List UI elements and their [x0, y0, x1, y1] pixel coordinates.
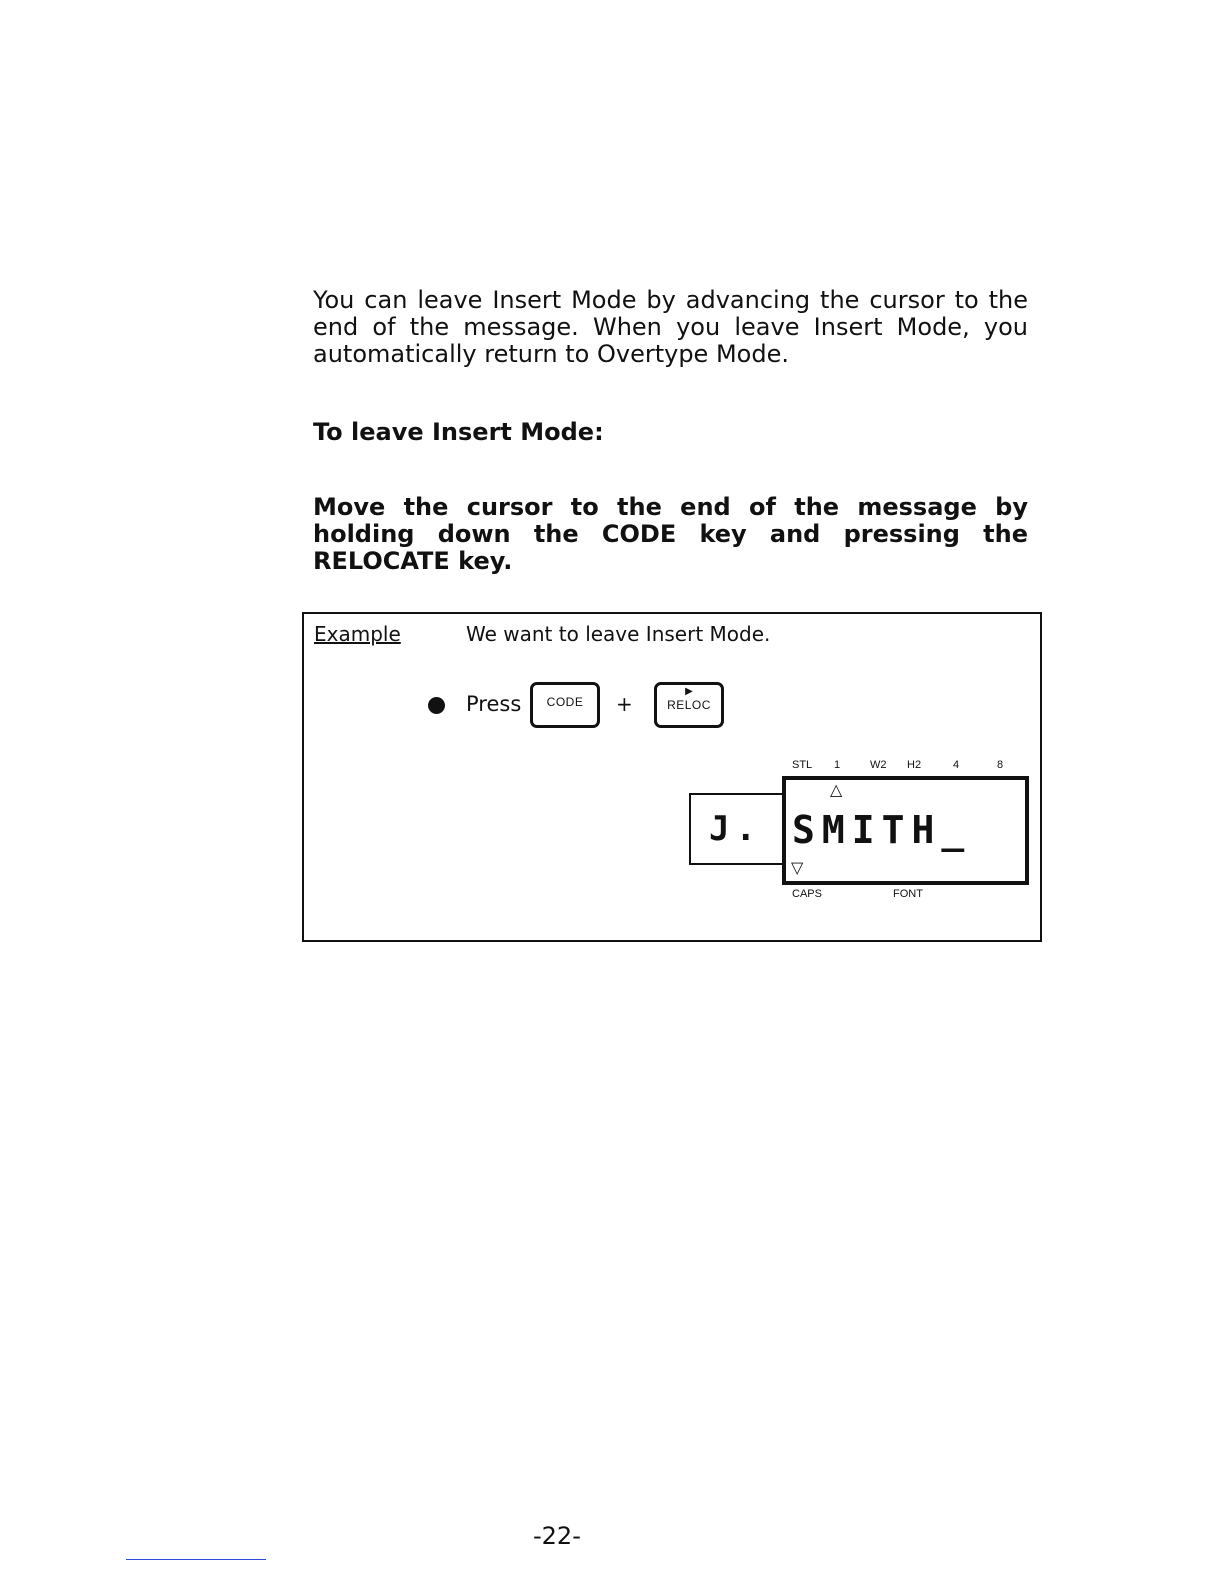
- code-key-label: CODE: [546, 695, 584, 709]
- indicator-caps: CAPS: [792, 888, 822, 900]
- page-number: -22-: [533, 1522, 581, 1550]
- previous-text-box: [689, 793, 786, 865]
- indicator-8: 8: [997, 759, 1004, 771]
- footer-rule: [126, 1559, 266, 1560]
- example-description: We want to leave Insert Mode.: [466, 622, 771, 646]
- indicator-1: 1: [834, 759, 841, 771]
- reloc-key-label: RELOC: [667, 698, 711, 712]
- indicator-4: 4: [953, 759, 960, 771]
- display-text: SMITH_: [792, 808, 972, 852]
- code-key: [530, 682, 600, 728]
- instruction-text: Move the cursor to the end of the message by holding down the CODE key and pressing the RELOCATE key.: [313, 493, 1028, 575]
- example-label: Example: [314, 622, 401, 646]
- press-label: Press: [466, 692, 522, 716]
- example-box: [302, 612, 1042, 942]
- right-arrow-icon: ▶: [685, 686, 693, 697]
- intro-paragraph: You can leave Insert Mode by advancing the cursor to the end of the message. When you leave Insert Mode, you automatically return to Overtype Mode.: [313, 286, 1028, 368]
- up-triangle-icon: △: [830, 780, 843, 799]
- bullet-icon: [428, 697, 445, 714]
- lcd-display: [782, 776, 1029, 885]
- indicator-h2: H2: [907, 759, 922, 771]
- indicator-stl: STL: [792, 759, 813, 771]
- down-triangle-icon: ▽: [791, 858, 804, 877]
- indicator-font: FONT: [893, 888, 923, 900]
- indicator-w2: W2: [870, 759, 887, 771]
- reloc-key: [654, 682, 724, 728]
- section-heading: To leave Insert Mode:: [313, 418, 604, 446]
- previous-text: J.: [709, 809, 762, 849]
- plus-sign: +: [616, 692, 633, 716]
